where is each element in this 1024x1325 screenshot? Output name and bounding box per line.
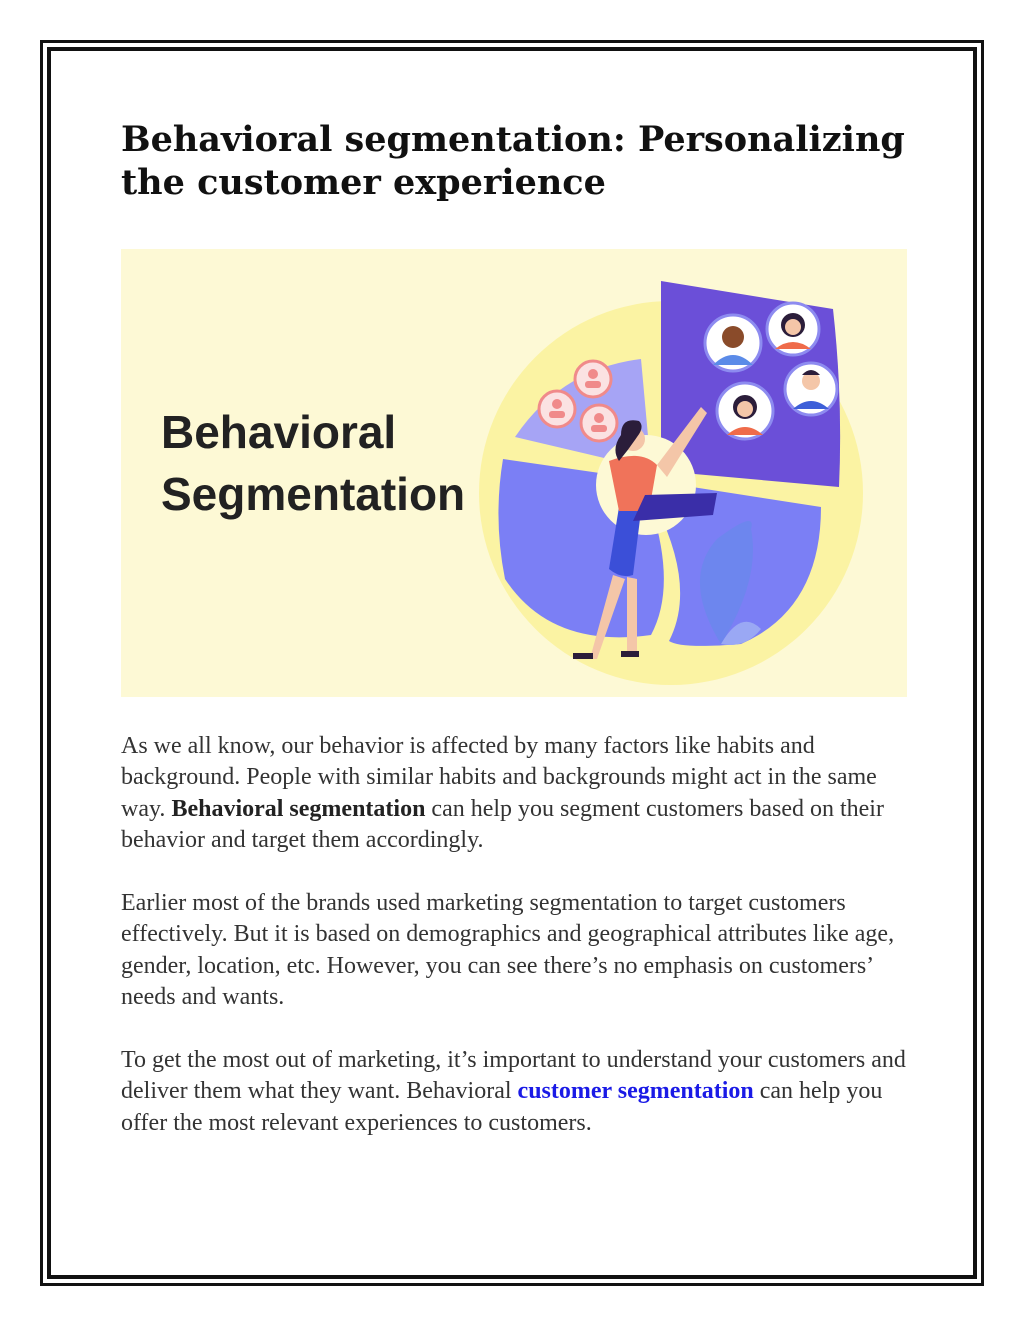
customer-segmentation-link[interactable]: customer segmentation	[517, 1078, 754, 1105]
paragraph-conclusion-text: To get the most out of marketing, it’s important to understand your customers and deliver them what they want. Behavioral	[121, 1047, 906, 1105]
hero-label-line1: Behavioral	[161, 406, 397, 458]
paragraph-intro-text: As we all know, our behavior is affected by many factors like habits and background. People with similar habits and backgrounds might act in the same way.	[121, 733, 877, 822]
paragraph-conclusion	[121, 1045, 921, 1139]
paragraph-intro-bold: Behavioral segmentation	[171, 795, 426, 822]
paragraph-intro	[121, 731, 921, 856]
document-title: Behavioral segmentation: Personalizing the customer experience	[121, 119, 905, 203]
hero-label-line2: Segmentation	[161, 468, 466, 520]
paragraph-conclusion-text-end: can help you offer the most relevant experiences to customers.	[121, 1078, 883, 1136]
paragraph-demographics: Earlier most of the brands used marketing segmentation to target customers effectively. But it is based on demographics and geographical attributes like age, gender, location, etc. However, you can see there’s no emphasis on customers’ needs and wants.	[121, 890, 895, 1010]
hero-image	[121, 249, 907, 697]
paragraph-intro-text-end: can help you segment customers based on their behavior and target them accordingly.	[121, 795, 884, 853]
hero-label	[161, 401, 465, 525]
